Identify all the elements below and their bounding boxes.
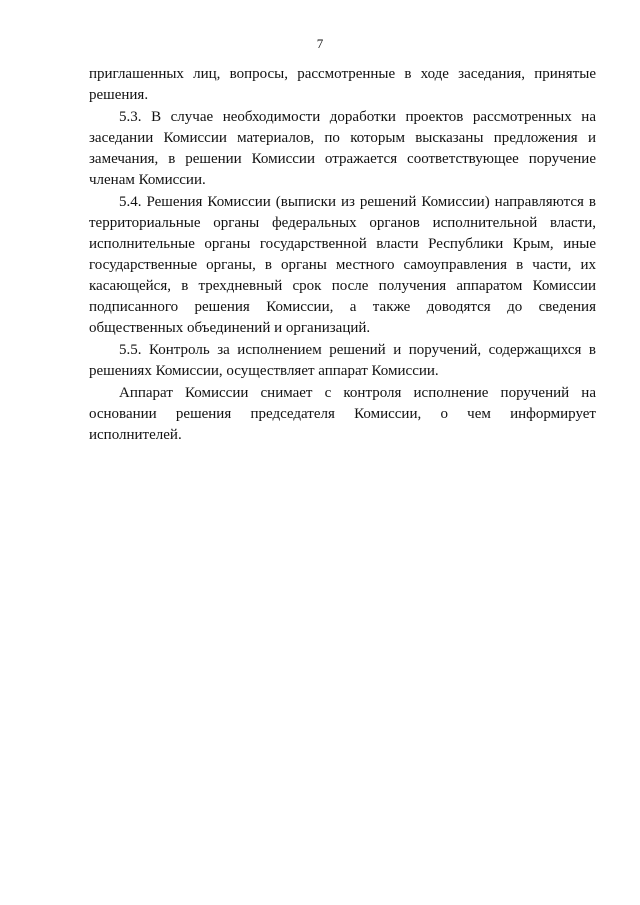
document-body xyxy=(89,64,596,447)
paragraph-5-5: 5.5. Контроль за исполнением решений и поручений, содержащихся в решениях Комиссии, осуществляет аппарат Комиссии. xyxy=(89,342,596,379)
paragraph-5-3: 5.3. В случае необходимости доработки проектов рассмотренных на заседании Комиссии материалов, по которым высказаны предложения и замечания, в решении Комиссии отражается соответствующее поручение членам Комиссии. xyxy=(89,109,596,188)
paragraph-control-removal: Аппарат Комиссии снимает с контроля исполнение поручений на основании решения председателя Комиссии, о чем информирует исполнителей. xyxy=(89,385,596,443)
paragraph-5-4: 5.4. Решения Комиссии (выписки из решений Комиссии) направляются в территориальные органы федеральных органов исполнительной власти, исполнительные органы государственной власти Республики Крым, иные государственные органы, в органы местного самоуправления в части, их касающейся, в трехдневный срок после получения аппаратом Комиссии подписанного решения Комиссии, а также доводятся до сведения общественных объединений и организаций. xyxy=(89,194,596,336)
paragraph-continuation: приглашенных лиц, вопросы, рассмотренные в ходе заседания, принятые решения. xyxy=(89,66,596,103)
page-number: 7 xyxy=(316,36,324,51)
